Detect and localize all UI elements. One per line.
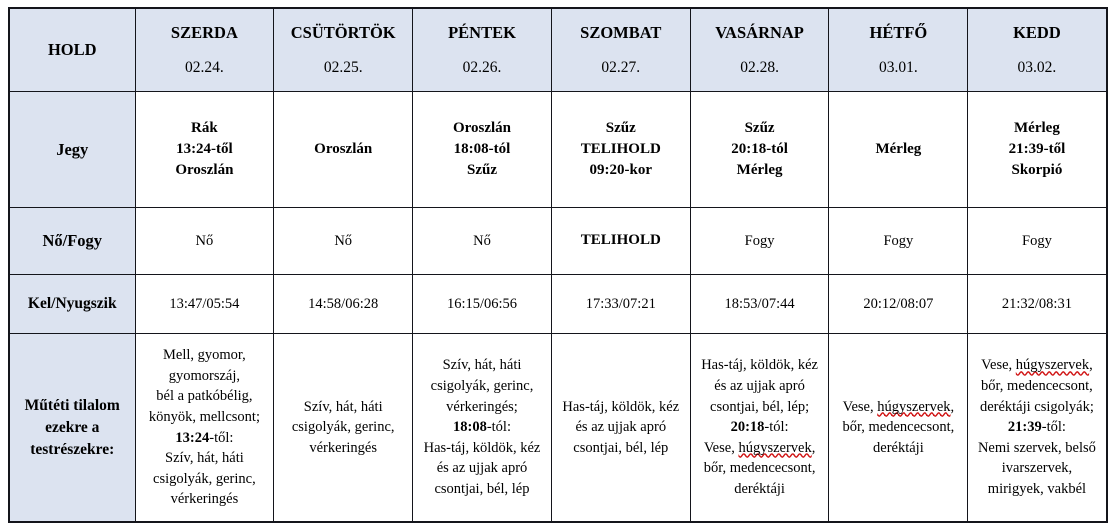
day-date: 03.02. (1017, 58, 1057, 76)
sign-line: 21:39-től (1008, 140, 1066, 157)
day-header-6 (829, 8, 968, 92)
body-parts-line: bőr, medencecsont, (981, 378, 1093, 395)
spellcheck-flagged-word: húgyszervek (738, 439, 812, 456)
day-date: 02.24. (185, 58, 224, 76)
body-parts-line: mirigyek, vakbél (987, 480, 1087, 497)
sign-line: Oroszlán (314, 140, 373, 157)
day-date: 03.01. (879, 58, 918, 76)
day-date: 02.28. (740, 58, 779, 76)
sign-cell-2 (274, 92, 413, 208)
day-name: CSÜTÖRTÖK (290, 23, 396, 43)
body-parts-line: csigolyák, gerinc, (153, 470, 256, 487)
day-header-3 (413, 8, 552, 92)
row-label-line-1: Műtéti tilalom (24, 396, 120, 414)
sign-line: Mérleg (875, 140, 922, 157)
body-parts-line: Has-táj, köldök, kéz (423, 439, 541, 456)
body-parts-cell-4 (551, 334, 690, 523)
sign-line: 13:24-től (176, 140, 233, 157)
day-name: VASÁRNAP (715, 23, 804, 43)
body-parts-line: könyök, mellcsont; (148, 408, 260, 425)
phase-cell-7: Fogy (968, 208, 1107, 275)
body-parts-line: bőr, medencecsont, (703, 460, 816, 477)
riseset-cell-1: 13:47/05:54 (135, 275, 274, 334)
sign-line: Mérleg (1014, 119, 1060, 136)
body-parts-line: 21:39-től: (1007, 419, 1066, 436)
day-header-5 (690, 8, 829, 92)
body-parts-line: Has-táj, köldök, kéz (562, 398, 680, 415)
day-name: KEDD (1013, 23, 1061, 43)
body-parts-line: Nemi szervek, belső (977, 439, 1096, 456)
moon-calendar-container (8, 7, 1106, 508)
sign-cell-1 (135, 92, 274, 208)
phase-cell-4: TELIHOLD (551, 208, 690, 275)
day-name: SZERDA (170, 23, 238, 43)
body-parts-line: vérkeringés; (446, 398, 518, 415)
body-parts-line: Szív, hát, háti (165, 450, 244, 467)
time-emphasis: 20:18 (730, 419, 765, 436)
body-parts-line: gyomorszáj, (168, 367, 241, 384)
day-header-1 (135, 8, 274, 92)
sign-line: Szűz (605, 119, 636, 136)
phase-cell-3: Nő (413, 208, 552, 275)
day-date: 02.26. (462, 58, 502, 76)
day-name: PÉNTEK (448, 23, 516, 43)
moon-calendar-table (8, 7, 1108, 523)
row-label-no-fogy: Nő/Fogy (9, 208, 135, 275)
body-parts-line: csontjai, bél, lép (573, 439, 669, 456)
body-parts-line: Vese, húgyszervek, (703, 439, 816, 456)
body-parts-line: ivarszervek, (1001, 460, 1073, 477)
body-parts-cell-2 (274, 334, 413, 523)
body-parts-line: csigolyák, gerinc, (430, 378, 534, 395)
body-parts-line: Has-táj, köldök, kéz (701, 357, 818, 374)
day-date: 02.27. (601, 58, 641, 76)
row-label-kel-nyugszik: Kel/Nyugszik (9, 275, 135, 334)
time-emphasis: 21:39 (1007, 419, 1042, 436)
table-row-phase (9, 208, 1107, 275)
sign-line: Oroszlán (175, 162, 234, 179)
row-label-line-3: testrészekre: (30, 440, 115, 458)
spellcheck-flagged-word: húgyszervek (1015, 357, 1090, 374)
day-name: HÉTFŐ (869, 23, 928, 43)
body-parts-line: csontjai, bél, lép; (710, 398, 810, 415)
sign-line: 09:20-kor (589, 162, 653, 179)
body-parts-cell-1 (135, 334, 274, 523)
body-parts-line: Vese, húgyszervek, (981, 357, 1093, 374)
table-row-body-parts (9, 334, 1107, 523)
phase-cell-5: Fogy (690, 208, 829, 275)
body-parts-line: bőr, medencecsont, (842, 419, 955, 436)
phase-cell-6: Fogy (829, 208, 968, 275)
table-row-riseset (9, 275, 1107, 334)
body-parts-cell-5 (690, 334, 829, 523)
sign-cell-5 (690, 92, 829, 208)
body-parts-line: deréktáji (734, 480, 785, 497)
body-parts-line: és az ujjak apró (436, 460, 528, 477)
sign-line: TELIHOLD (580, 140, 661, 157)
riseset-cell-5: 18:53/07:44 (690, 275, 829, 334)
row-label-jegy: Jegy (9, 92, 135, 208)
sign-line: 20:18-tól (731, 140, 788, 157)
sign-line: Rák (191, 119, 218, 136)
time-emphasis: 13:24 (175, 429, 210, 446)
body-parts-line: Szív, hát, háti (303, 398, 383, 415)
body-parts-line: csontjai, bél, lép (434, 480, 530, 497)
sign-line: 18:08-tól (453, 140, 511, 157)
body-parts-line: 13:24-től: (175, 429, 234, 446)
body-parts-cell-6 (829, 334, 968, 523)
sign-cell-7 (968, 92, 1107, 208)
sign-cell-6 (829, 92, 968, 208)
phase-cell-1: Nő (135, 208, 274, 275)
body-parts-line: csigolyák, gerinc, (291, 419, 395, 436)
sign-line: Oroszlán (452, 119, 512, 136)
body-parts-line: bél a patkóbélig, (156, 388, 253, 405)
day-header-2 (274, 8, 413, 92)
time-emphasis: 18:08 (452, 419, 487, 436)
body-parts-line: Vese, húgyszervek, (842, 398, 955, 415)
day-date: 02.25. (323, 58, 363, 76)
riseset-cell-2: 14:58/06:28 (274, 275, 413, 334)
body-parts-line: vérkeringés (309, 439, 378, 456)
body-parts-line: és az ujjak apró (575, 419, 667, 436)
sign-line: Szűz (744, 119, 775, 136)
table-row-sign (9, 92, 1107, 208)
body-parts-cell-3 (413, 334, 552, 523)
body-parts-cell-7 (968, 334, 1107, 523)
row-label-muteti-tilalom (9, 334, 135, 523)
body-parts-line: Szív, hát, háti (442, 357, 522, 374)
row-label-line-2: ezekre a (45, 418, 100, 436)
day-header-4 (551, 8, 690, 92)
sign-line: Mérleg (736, 162, 783, 179)
sign-line: Skorpió (1011, 162, 1063, 179)
body-parts-line: vérkeringés (170, 491, 239, 508)
riseset-cell-6: 20:12/08:07 (829, 275, 968, 334)
sign-line: Szűz (466, 162, 497, 179)
body-parts-line: és az ujjak apró (714, 378, 805, 395)
sign-cell-3 (413, 92, 552, 208)
sign-cell-4 (551, 92, 690, 208)
table-header-row (9, 8, 1107, 92)
body-parts-line: 20:18-tól: (730, 419, 789, 436)
spellcheck-flagged-word: húgyszervek (877, 398, 951, 415)
day-header-7 (968, 8, 1107, 92)
body-parts-line: Mell, gyomor, (163, 347, 246, 364)
riseset-cell-3: 16:15/06:56 (413, 275, 552, 334)
body-parts-line: 18:08-tól: (452, 419, 511, 436)
day-name: SZOMBAT (580, 23, 662, 43)
riseset-cell-7: 21:32/08:31 (968, 275, 1107, 334)
body-parts-line: deréktáji csigolyák; (979, 398, 1094, 415)
riseset-cell-4: 17:33/07:21 (551, 275, 690, 334)
body-parts-line: deréktáji (873, 439, 924, 456)
corner-label-hold: HOLD (9, 8, 135, 92)
phase-cell-2: Nő (274, 208, 413, 275)
